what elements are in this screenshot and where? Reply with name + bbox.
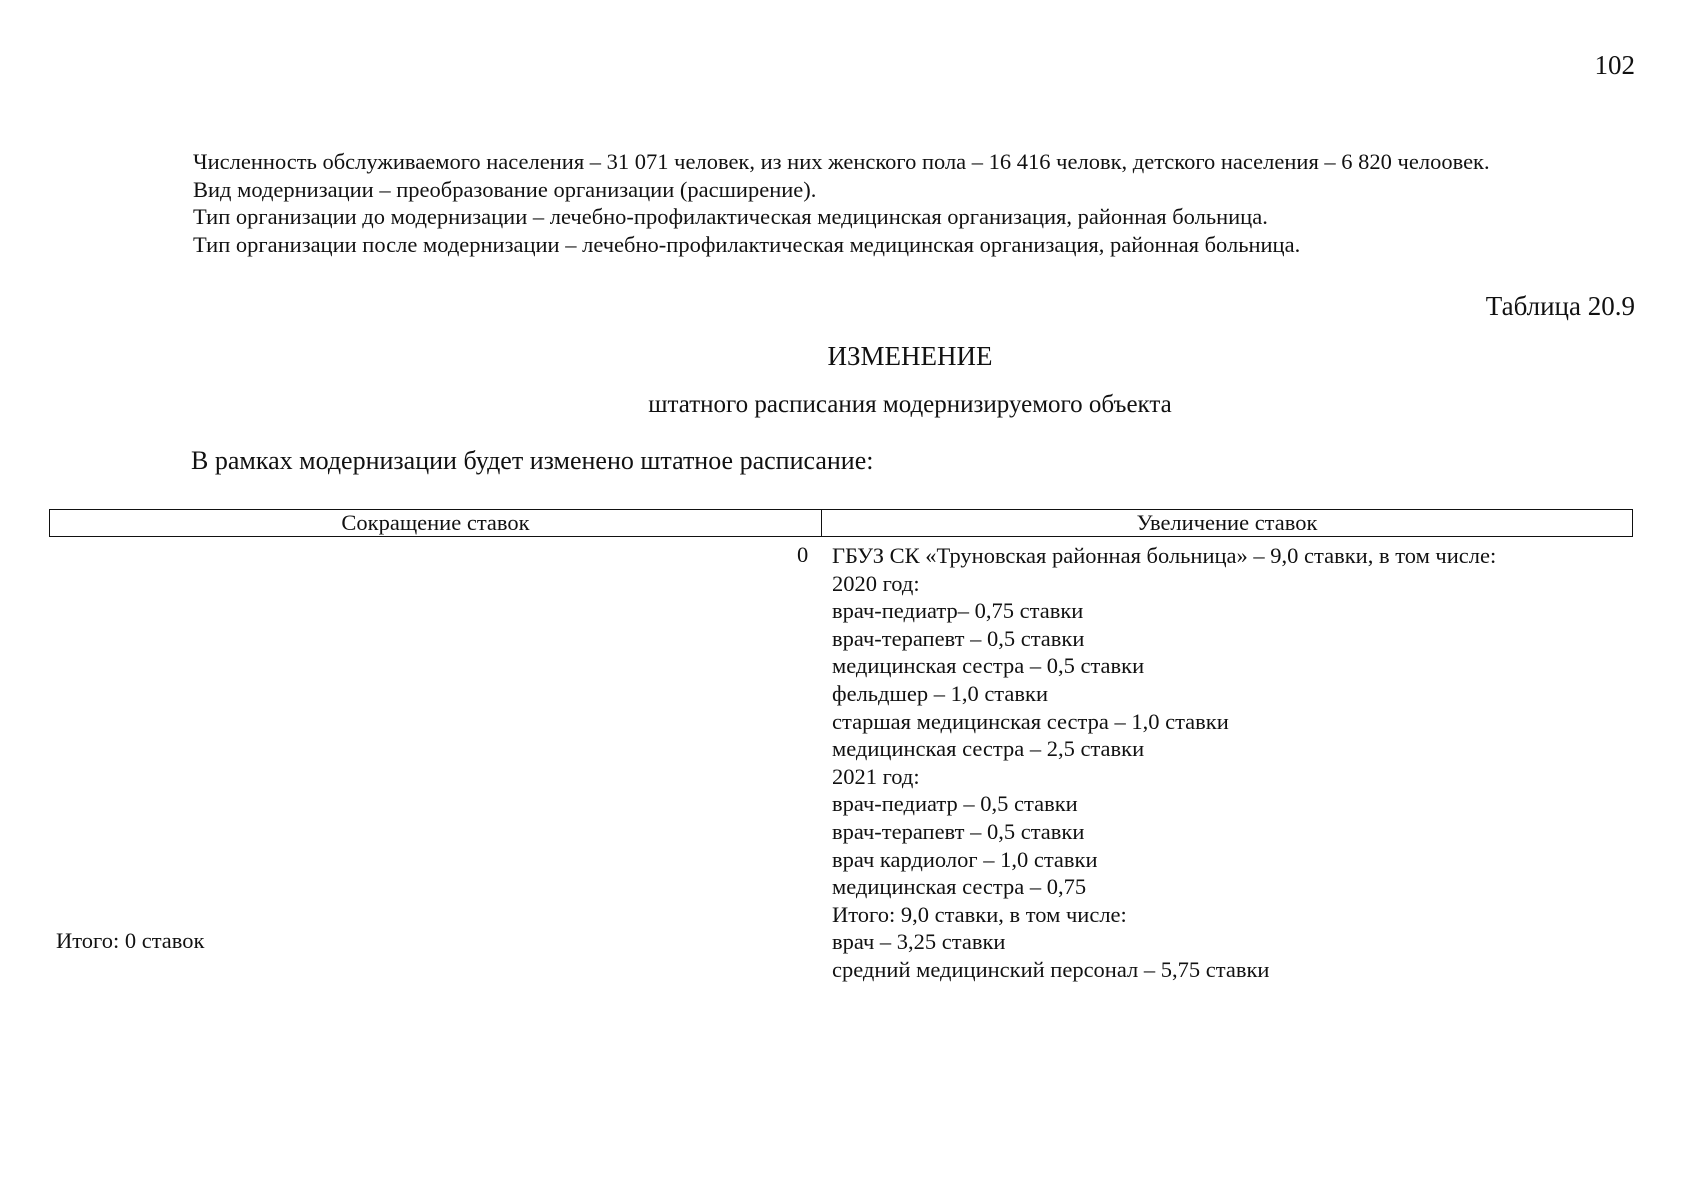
increase-line: медицинская сестра – 2,5 ставки <box>832 736 1145 762</box>
increase-line: врач кардиолог – 1,0 ставки <box>832 846 1098 872</box>
increase-line: ГБУЗ СК «Труновская районная больница» – 9,0 ставки, в том числе: <box>832 543 1497 568</box>
table-number-label: Таблица 20.9 <box>1485 291 1635 321</box>
increase-line: старшая медицинская сестра – 1,0 ставки <box>832 708 1229 734</box>
intro-line-type-before: Тип организации до модернизации – лечебно-профилактическая медицинская организация, районная больница. <box>193 204 1268 229</box>
reduction-total: Итого: 0 ставок <box>56 928 205 953</box>
header-reduction: Сокращение ставок <box>50 510 822 536</box>
increase-line: средний медицинский персонал – 5,75 ставки <box>832 956 1270 982</box>
increase-line: врач-терапевт – 0,5 ставки <box>832 625 1085 651</box>
intro-line-type-after: Тип организации после модернизации – лечебно-профилактическая медицинская организация, районная больница. <box>193 231 1301 257</box>
increase-line: врач – 3,25 ставки <box>832 929 1006 955</box>
increase-line: медицинская сестра – 0,5 ставки <box>832 653 1145 679</box>
reduction-value: 0 <box>797 542 809 567</box>
table-header-row <box>49 509 1633 537</box>
document-subtitle: штатного расписания модернизируемого объекта <box>648 391 1172 418</box>
header-increase: Увеличение ставок <box>1136 510 1318 535</box>
lead-text: В рамках модернизации будет изменено штатное расписание: <box>191 446 874 475</box>
increase-line: 2021 год: <box>832 763 920 789</box>
document-title: ИЗМЕНЕНИЕ <box>827 341 993 371</box>
increase-line: фельдшер – 1,0 ставки <box>832 680 1048 706</box>
increase-line: врач-терапевт – 0,5 ставки <box>832 818 1085 844</box>
increase-line: 2020 год: <box>832 570 920 596</box>
increase-line: Итого: 9,0 ставки, в том числе: <box>832 901 1127 927</box>
intro-line-population: Численность обслуживаемого населения – 31 071 человек, из них женского пола – 16 416 человк, детского населения – 6 820 челоовек. <box>193 149 1490 174</box>
page-number: 102 <box>1594 50 1635 80</box>
increase-line: врач-педиатр – 0,5 ставки <box>832 791 1078 817</box>
increase-list <box>832 542 1496 984</box>
intro-paragraph <box>193 148 1490 258</box>
intro-line-modernization-kind: Вид модернизации – преобразование организации (расширение). <box>193 176 817 202</box>
table-body <box>49 537 1633 997</box>
increase-line: медицинская сестра – 0,75 <box>832 874 1087 900</box>
staff-change-table <box>49 509 1633 997</box>
increase-line: врач-педиатр– 0,75 ставки <box>832 598 1084 624</box>
